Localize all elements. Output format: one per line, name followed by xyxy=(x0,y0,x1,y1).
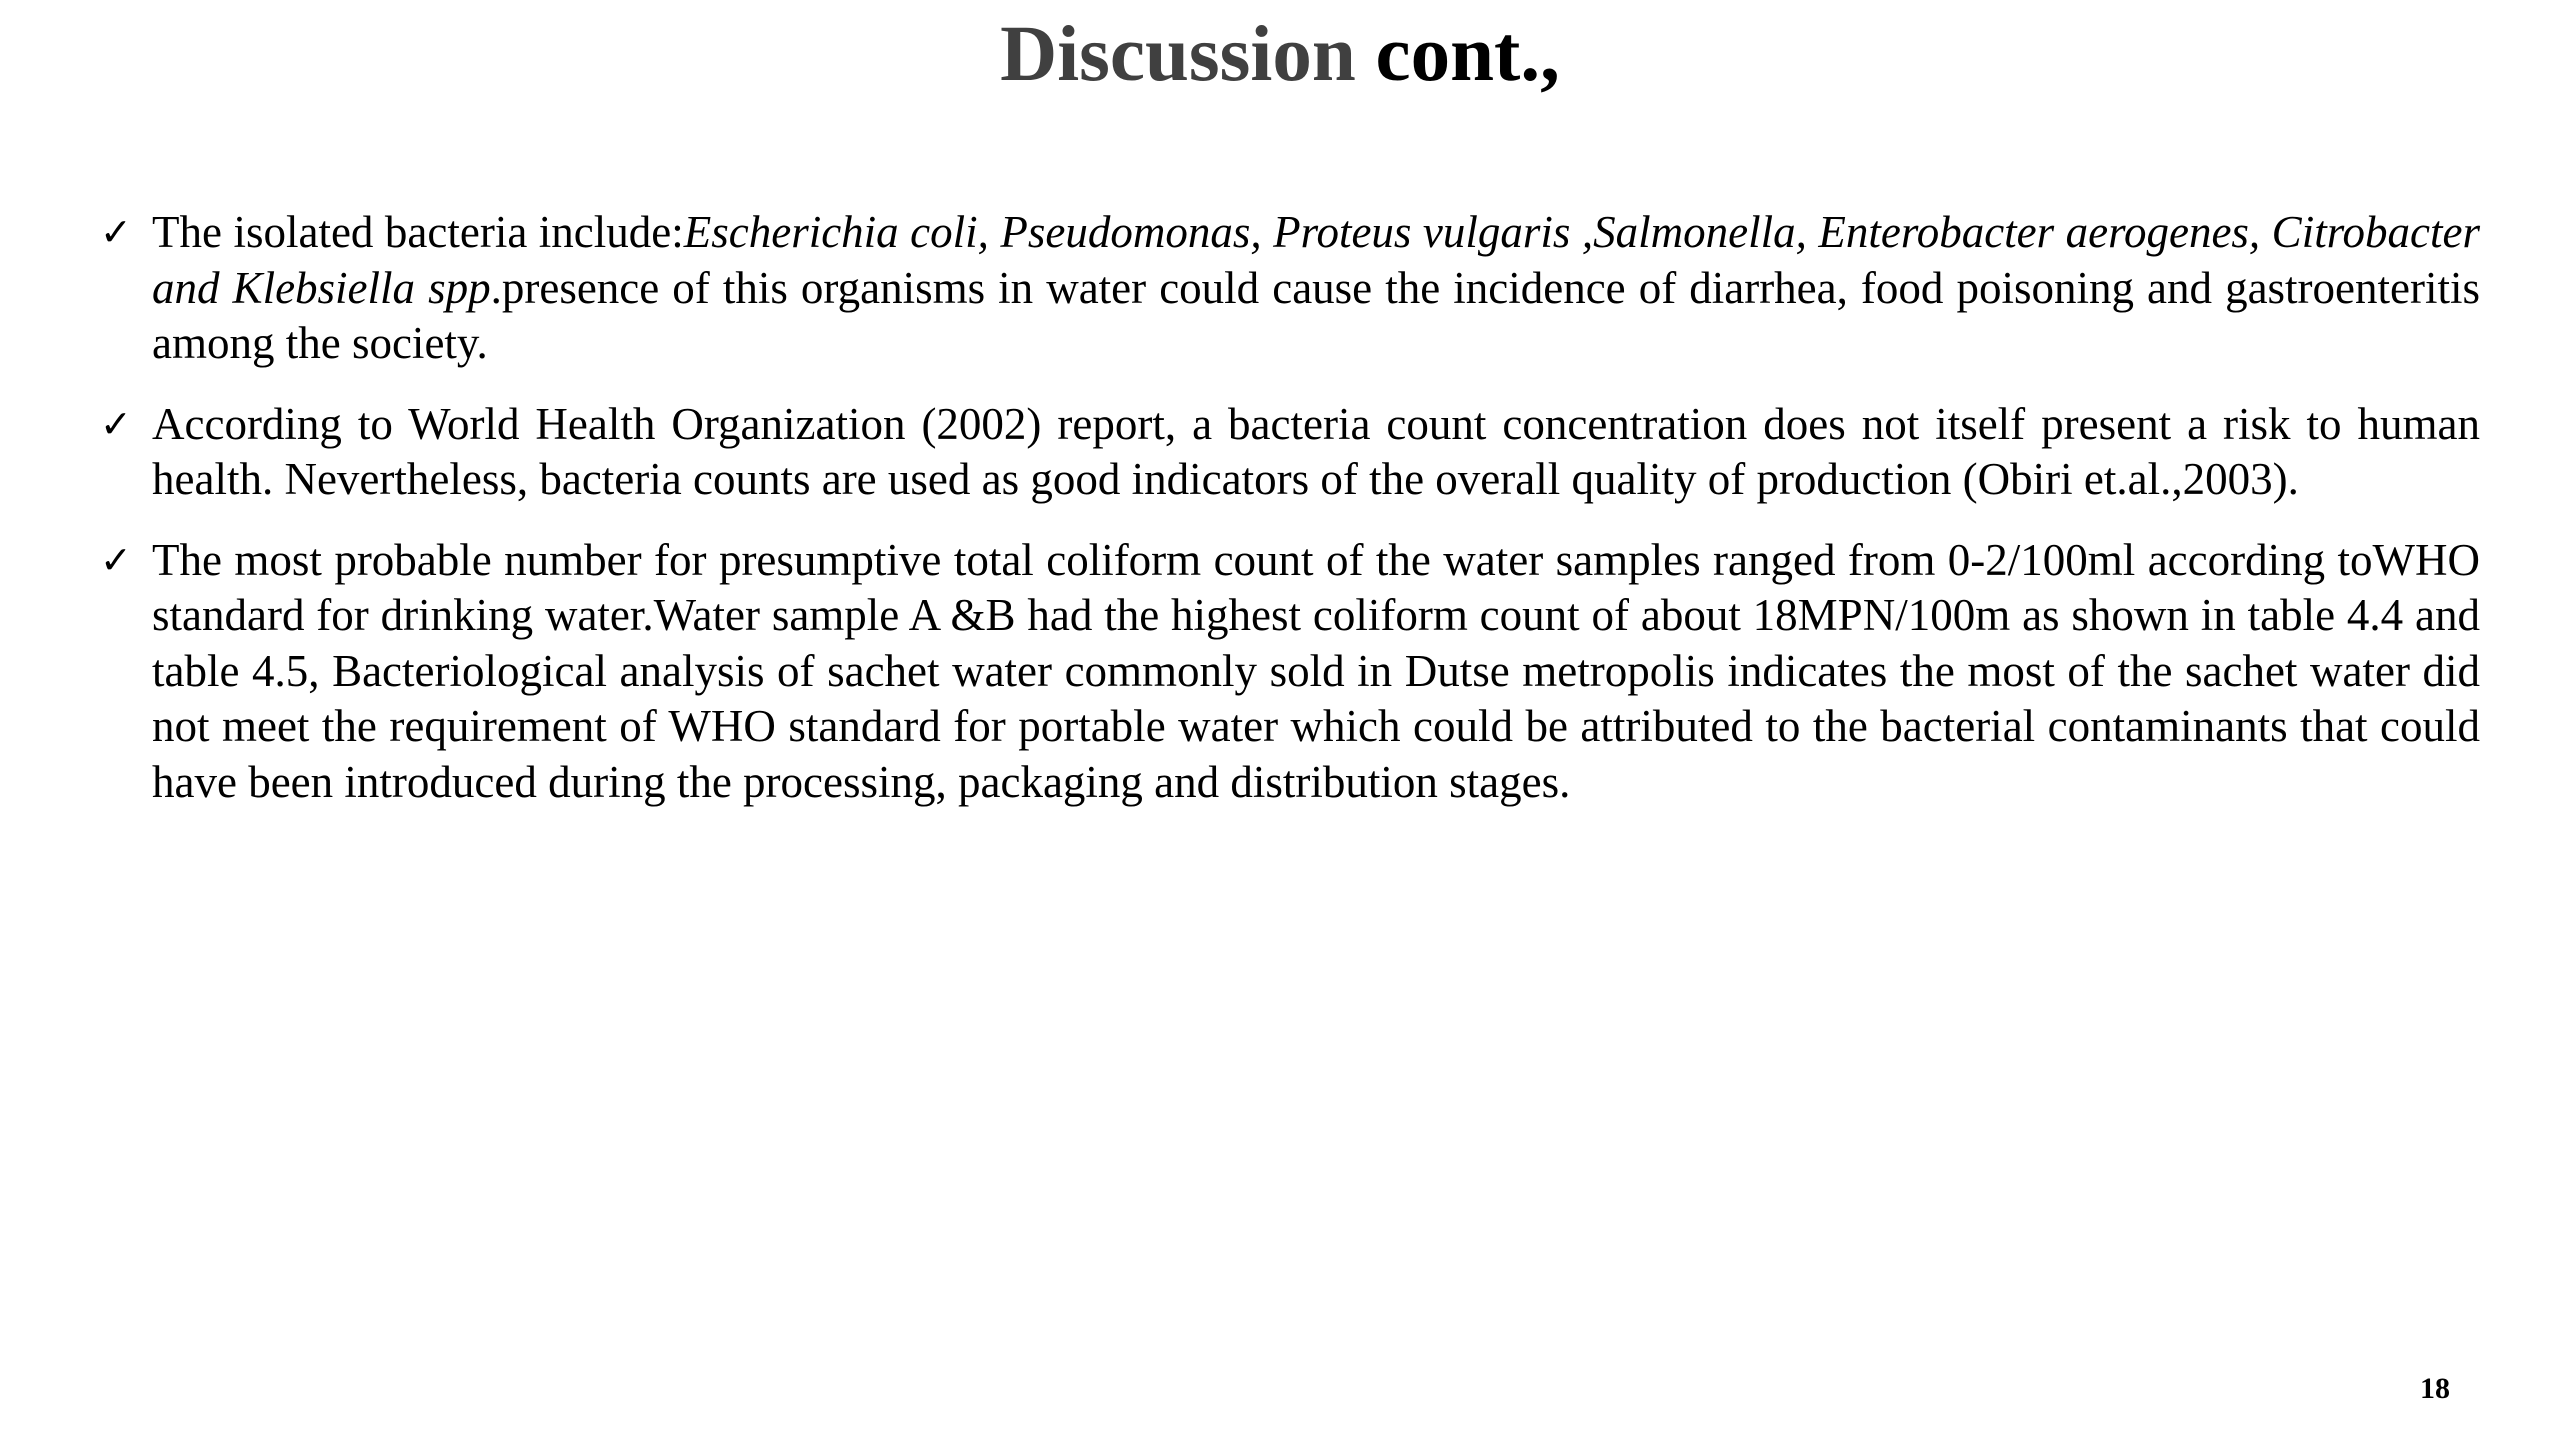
bullet-2-text: According to World Health Organization (2002) report, a bacteria count concentration does not itself present a risk to human health. Nevertheless, bacteria counts are used as good indicators of the overall quality of production (Obiri et.al.,2003). xyxy=(152,398,2480,504)
title-discussion: Discussion xyxy=(1000,11,1356,98)
checkmark-icon: ✓ xyxy=(100,210,132,254)
bullet-1-lead: The isolated bacteria include: xyxy=(152,207,684,257)
bullet-who-report xyxy=(100,397,2480,508)
checkmark-icon: ✓ xyxy=(100,401,132,446)
bullet-mpn-count xyxy=(100,533,2480,811)
bullet-3-text: The most probable number for presumptive total coliform count of the water samples ranged from 0-2/100ml according toWHO standard for drinking water.Water sample A &B had the highest coliform count of about 18MPN/100m as shown in table 4.4 and table 4.5, Bacteriological analysis of sachet water commonly sold in Dutse metropolis indicates the most of the sachet water did not meet the requirement of WHO standard for portable water which could be attributed to the bacterial contaminants that could have been introduced during the processing, packaging and distribution stages. xyxy=(152,534,2480,807)
bullet-isolated-bacteria xyxy=(100,205,2480,372)
bullet-1-rest: .presence of this organisms in water could cause the incidence of diarrhea, food poisoning and gastroenteritis among the society. xyxy=(152,262,2480,368)
bullet-list xyxy=(100,205,2480,835)
bullet-1-species: Escherichia coli, Pseudomonas, Proteus vulgaris ,Salmonella, Enterobacter aerogenes, Citrobacter and Klebsiella spp xyxy=(152,207,2481,313)
checkmark-icon: ✓ xyxy=(100,537,132,582)
title-cont: cont., xyxy=(1375,11,1560,98)
slide-title xyxy=(0,8,2560,103)
page-number: 18 xyxy=(2420,1372,2450,1405)
